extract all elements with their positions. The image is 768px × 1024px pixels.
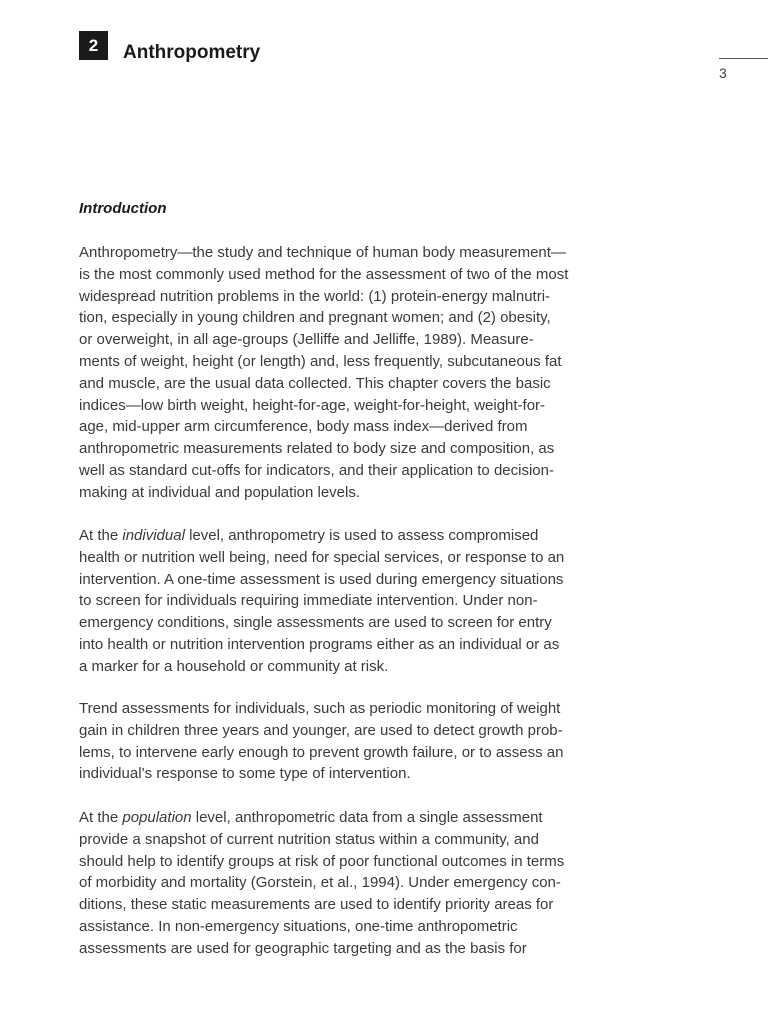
emphasis-population: population: [122, 809, 192, 826]
line-text: At the: [79, 527, 123, 544]
paragraph-line: provide a snapshot of current nutrition status within a community, and: [79, 830, 539, 848]
paragraph-line: lems, to intervene early enough to prevent growth failure, or to assess an: [79, 743, 564, 761]
paragraph-4: [79, 807, 599, 960]
paragraph-line: [79, 525, 599, 547]
paragraph-3: [79, 698, 599, 785]
page-number: 3: [719, 65, 727, 81]
paragraph-line: intervention. A one-time assessment is used during emergency situations: [79, 570, 564, 588]
paragraph-line: ditions, these static measurements are used to identify priority areas for: [79, 896, 554, 914]
paragraph-line: indices—low birth weight, height-for-age, weight-for-height, weight-for-: [79, 396, 546, 414]
paragraph-line: health or nutrition well being, need for special services, or response to an: [79, 548, 565, 566]
paragraph-2: [79, 525, 599, 678]
paragraph-line: gain in children three years and younger, are used to detect growth prob-: [79, 721, 563, 739]
paragraph-line: age, mid-upper arm circumference, body mass index—derived from: [79, 418, 528, 436]
section-heading: Introduction: [79, 200, 167, 217]
paragraph-line: [79, 807, 599, 829]
paragraph-line: Trend assessments for individuals, such as periodic monitoring of weight: [79, 700, 561, 717]
emphasis-individual: individual: [122, 527, 185, 544]
paragraph-line: or overweight, in all age-groups (Jelliffe and Jelliffe, 1989). Measure-: [79, 331, 534, 349]
paragraph-line: anthropometric measurements related to body size and composition, as: [79, 440, 555, 458]
paragraph-line: Anthropometry—the study and technique of human body measurement—: [79, 244, 566, 261]
paragraph-line: making at individual and population levels.: [79, 483, 361, 501]
paragraph-line: is the most commonly used method for the assessment of two of the most: [79, 265, 569, 283]
paragraph-line: of morbidity and mortality (Gorstein, et al., 1994). Under emergency con-: [79, 874, 561, 892]
paragraph-line: a marker for a household or community at risk.: [79, 657, 389, 675]
chapter-title: Anthropometry: [123, 42, 261, 63]
line-text: At the: [79, 809, 123, 826]
paragraph-line: well as standard cut-offs for indicators, and their application to decision-: [79, 461, 554, 479]
chapter-number-badge: 2: [79, 31, 108, 60]
paragraph-line: tion, especially in young children and pregnant women; and (2) obesity,: [79, 309, 551, 327]
paragraph-line: assessments are used for geographic targeting and as the basis for: [79, 939, 527, 957]
paragraph-line: ments of weight, height (or length) and, less frequently, subcutaneous fat: [79, 352, 562, 370]
paragraph-1: [79, 242, 599, 504]
paragraph-line: emergency conditions, single assessments are used to screen for entry: [79, 614, 552, 632]
paragraph-line: to screen for individuals requiring immediate intervention. Under non-: [79, 592, 538, 610]
paragraph-line: into health or nutrition intervention programs either as an individual or as: [79, 635, 560, 653]
line-text: level, anthropometry is used to assess compromised: [184, 527, 539, 544]
line-text: level, anthropometric data from a single assessment: [191, 809, 543, 826]
paragraph-line: widespread nutrition problems in the world: (1) protein-energy malnutri-: [79, 287, 551, 305]
page-number-rule: [719, 58, 768, 59]
paragraph-line: and muscle, are the usual data collected. This chapter covers the basic: [79, 374, 551, 392]
paragraph-line: assistance. In non-emergency situations, one-time anthropometric: [79, 917, 518, 935]
paragraph-line: individual’s response to some type of intervention.: [79, 765, 411, 783]
paragraph-line: should help to identify groups at risk of poor functional outcomes in terms: [79, 852, 565, 870]
